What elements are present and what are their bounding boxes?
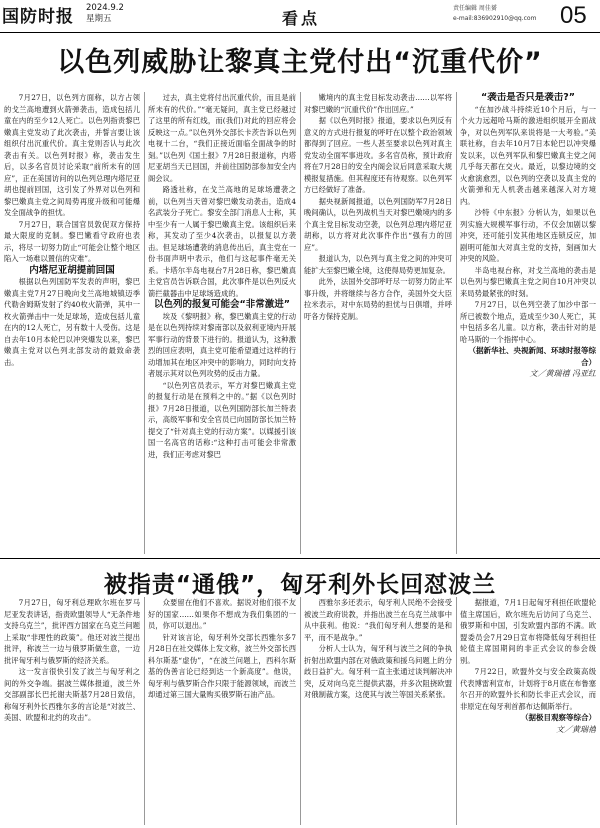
article2-column-3 xyxy=(304,597,452,825)
column-rule xyxy=(144,597,145,825)
article1-credit: （据新华社、央视新闻、环球时报等综合） xyxy=(468,346,596,367)
subheading: 内塔尼亚胡提前回国 xyxy=(29,264,115,276)
column-rule xyxy=(456,597,457,825)
article2-byline: 文／黄瑞禧 xyxy=(556,724,596,734)
paragraph: 根据以色列国防军发表的声明，黎巴嫩真主党7月27日晚向戈兰高地城镇迈季代勒舍姆斯发射了约40枚火箭弹，其中一枚火箭弹击中一处足球场，造成包括儿童在内的12人死亡，另有数十人受伤。这是自去年10月本轮巴以冲突爆发以来，黎巴嫩真主党对以色列北部发动的最致命袭击。 xyxy=(4,277,140,367)
column-rule xyxy=(300,597,301,825)
section-title: 看点 xyxy=(282,9,321,28)
article-divider xyxy=(0,558,600,559)
paragraph: 7月22日，欧盟外交与安全政策高级代表博雷利宣布，计划将于8月底在布鲁塞尔召开的欧盟外长和防长非正式会议，而非原定在匈牙利首都布达佩斯举行。 xyxy=(460,667,596,711)
article1-byline: 文／黄瑞禧 冯亚红 xyxy=(529,369,596,378)
article2-column-2 xyxy=(148,597,296,825)
page-number: 05 xyxy=(560,2,587,29)
paragraph: 此外，法国外交部呼吁尽一切努力防止军事升级，并将继续与各方合作，美国外交大臣拉米表示，对中东局势的担忧与日俱增，并呼吁各方保持克制。 xyxy=(304,277,452,321)
paragraph: 据央视新闻报道，以色列国防军7月28日晚间确认，以色列战机当天对黎巴嫩境内的多个真主党目标发动空袭，以色列总理内塔尼亚胡称，以方将对此次事件作出“强有力的回应”。 xyxy=(304,196,452,252)
paragraph: 据《以色列时报》报道，要求以色列反有意义的方式进行报复的呼吁在以整个政治领域都得到了回应。一些人甚至要求以色列对真主党发动全面军事进攻。多名官员称，预计政府将在7月28日的安全内阁会议后同意采取大规模报复措施。但其程度还有待观察。以色列军方已经做好了准备。 xyxy=(304,116,452,194)
paragraph: 众要留在他们不喜欢。据说对他们很不友好的国家……如果你不想成为我们集团的一员，你可以退出。” xyxy=(148,598,296,630)
article2-column-4 xyxy=(460,597,596,825)
paragraph: 据报道，7月1日起匈牙利担任欧盟轮值主席国后，欧尔班先后访问了乌克兰、俄罗斯和中国，引发欧盟内部的不满。欧盟委员会7月29日宣布将降低匈牙利担任轮值主席国期间的非正式会议的参会级别。 xyxy=(460,598,596,665)
issue-weekday: 星期五 xyxy=(86,14,112,24)
article1-headline: 以色列威胁让黎真主党付出“沉重代价” xyxy=(57,47,543,78)
paragraph: 路透社称，在戈兰高地的足球场遭袭之前，以色列当天曾对黎巴嫩发动袭击，造成4名武装分子死亡。黎安全部门消息人士称，其中至少有一人属于黎巴嫩真主党。该组织后来称，其发动了至少4次袭击，以报复以方袭击。但足球场遭袭的消息传出后，真主党在一份书面声明中表示，他们与这起事件毫无关系。卡塔尔半岛电视台7月28日称，黎巴嫩真主党官员告诉联合国，此次事件是以色列反火箭拦截器击中足球场造成的。 xyxy=(148,185,296,298)
paragraph: 嫩境内的真主党目标发动袭击……以军将对黎巴嫩的“沉重代价”作出回应。” xyxy=(304,93,452,114)
paragraph: 沙特《中东报》分析认为，如果以色列实施大规模军事行动，不仅会加剧以黎冲突，还可能引发其他地区连锁反应，加剧明可能加大对真主党的支持，刻画加大冲突的风险。 xyxy=(460,208,596,263)
date-block xyxy=(86,3,124,25)
issue-date: 2024.9.2 xyxy=(86,3,124,13)
paragraph: 这一发言很快引发了波兰与匈牙利之间的外交争端。据波兰媒体报道，波兰外交部副部长巴托谢夫斯基7月28日致信，称匈牙利外长西雅尔多的言论是“对波兰、美国、欧盟和北约的攻击”。 xyxy=(4,667,140,722)
paragraph: 7月27日，联合国官员敦促双方保持最大限度的克制。黎巴嫩看守政府也表示，将尽一切努力防止“可能会让整个地区陷入一场难以置信的灾难”。 xyxy=(4,219,140,263)
column-rule xyxy=(456,92,457,554)
column-rule xyxy=(300,92,301,554)
article1-column-1 xyxy=(4,92,140,554)
paragraph: 报道认为，以色列与真主党之间的冲突可能扩大至黎巴嫩全境，这使得局势更加复杂。 xyxy=(304,254,452,275)
paragraph: 埃及《黎明报》称，黎巴嫩真主党的行动是在以色列持续对黎南部以及叙利亚境内开展军事行动的背景下进行的。报道认为，这种激烈的回应表明，真主党可能希望通过这样的行动增加其在地区冲突中的影响力，同时向支持者展示其对以色列攻势的反击力量。 xyxy=(148,311,296,378)
article1-column-4 xyxy=(460,92,596,554)
page-header xyxy=(0,0,600,33)
subheading: “袭击是否只是袭击?” xyxy=(481,92,575,103)
paragraph: 7月27日，匈牙利总理欧尔班在罗马尼亚发表讲话，指责欧盟领导人“无条件地支持乌克兰”，批评西方国家在乌克兰问题上采取“非理性的政策”。他还对波兰提出批评，称波兰一边与俄罗斯做生意，一边批评匈牙利与俄罗斯的经济关系。 xyxy=(4,598,140,665)
paragraph: 7月27日，以色列空袭了加沙中部一所已被数个地点，造成至少30人死亡，其中包括多名儿童。以方称，袭击针对的是哈马斯的一个指挥中心。 xyxy=(460,300,596,344)
paragraph: “以色列官员表示，军方对黎巴嫩真主党的报复行动是在预料之中的。”据《以色列时报》7月28日报道，以色列国防部长加兰特表示，高级军事和安全官员已向国防部长加兰特提交了“针对真主党的行动方案”。以媒援引该国一名高官的话称:“这种打击可能会非常激进，我们正考虑对黎巴 xyxy=(148,380,296,459)
paragraph: 半岛电视台称，对戈兰高地的袭击是以色列与黎巴嫩真主党之间自10月冲突以来局势最紧张的时刻。 xyxy=(460,265,596,298)
paragraph: 7月27日，以色列方面称，以方占领的戈兰高地遭到火箭弹袭击，造成包括儿童在内的至少12人死亡。以色列指责黎巴嫩真主党发动了此次袭击，并誓言要让该组织付出沉重代价。真主党则否认与此次袭击有关。以色列时报》称，袭击发生后，以多名官员讨论采取“前所未有的回应”，正在美国访问的以色列总理内塔尼亚胡也提前回国，这引发了外界对以色列和黎巴嫩真主党之间局势再度升级和可能爆发全面战争的担忧。 xyxy=(4,93,140,217)
article1-column-2 xyxy=(148,92,296,554)
editor-line: 责任编辑 周佳赟 xyxy=(453,5,497,12)
article2-headline: 被指责“通俄”，匈牙利外长回怼波兰 xyxy=(103,572,497,598)
paragraph: 针对该言论，匈牙利外交部长西雅尔多7月28日在社交媒体上发文称，波兰外交部长西科尔斯基“虚伪”，“在波兰问题上，西科尔斯基的伪善言论已经到达一个新高度”。他说，匈牙利与俄罗斯合作只限于能源领域，而波兰却通过第三国大量购买俄罗斯石油产品。 xyxy=(148,632,296,699)
article2-credit: （据极目观察等综合） xyxy=(521,713,596,722)
paragraph: 分析人士认为，匈牙利与波兰之间的争执折射出欧盟内部在对俄政策和援乌问题上的分歧日益扩大。匈牙利一直主张通过谈判解决冲突，反对向乌克兰提供武器，并多次阻挠欧盟对俄制裁方案，这使其与波兰等国关系紧张。 xyxy=(304,644,452,699)
editor-email: e-mail:836902910@qq.com xyxy=(453,15,537,22)
article1-column-3 xyxy=(304,92,452,554)
paragraph: 过去，真主党将付出沉重代价，而且是前所未有的代价。”“毫无疑问，真主党已经越过了这里的所有红线，而(我们)对此的回应将会反映这一点。”以色列外交部长卡茨告诉以色列电视十二台，“我们正接近面临全面战争的时刻。”以色列《国土报》7月28日报道称，内塔尼亚胡当天已回国，并前往国防部参加安全内阁会议。 xyxy=(148,93,296,183)
article2-column-1 xyxy=(4,597,140,825)
paragraph: 西雅尔多还表示，匈牙利人民绝不会接受被波兰政府说教，并指出波兰在乌克兰战事中从中获利。他说：“我们匈牙利人想要的是和平，而不是战争。” xyxy=(304,598,452,642)
column-rule xyxy=(144,92,145,554)
paragraph: “在加沙战斗持续近10个月后，与一个火力远超哈马斯的激进组织展开全面战争，对以色列军队来说将是一大考验。”美联社称，自去年10月7日本轮巴以冲突爆发以来，以色列军队和黎巴嫩真主党之间几乎每天都在交火。最近，以黎边境的交火愈演愈烈，以色列的空袭以及真主党的火箭弹和无人机袭击越来越深入对方境内。 xyxy=(460,104,596,206)
newspaper-logo: 国防时报 xyxy=(2,7,74,27)
editor-block xyxy=(453,4,536,24)
subheading: 以色列的报复可能会“非常激进” xyxy=(154,299,290,310)
